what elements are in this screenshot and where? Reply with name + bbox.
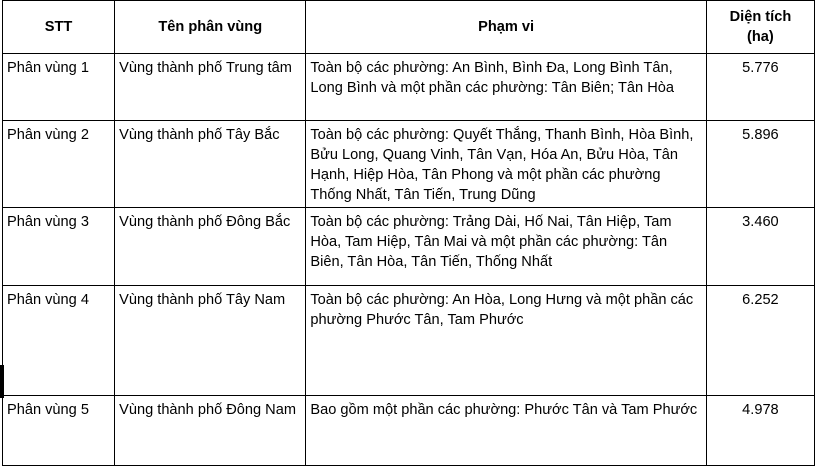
cell-name: Vùng thành phố Trung tâm bbox=[115, 54, 306, 121]
cell-scope: Toàn bộ các phường: An Hòa, Long Hưng và một phần các phường Phước Tân, Tam Phước bbox=[306, 286, 706, 396]
cell-scope: Toàn bộ các phường: Trảng Dài, Hố Nai, Tân Hiệp, Tam Hòa, Tam Hiệp, Tân Mai và một phần các phường: Tân Biên, Tân Hòa, Tân Tiến, Thống Nhất bbox=[306, 208, 706, 286]
header-scope: Phạm vi bbox=[306, 1, 706, 54]
table-row bbox=[3, 286, 815, 396]
header-area-line2: (ha) bbox=[747, 29, 774, 45]
table-header-row bbox=[3, 1, 815, 54]
header-area-line1: Diện tích bbox=[729, 9, 792, 25]
cell-scope: Toàn bộ các phường: An Bình, Bình Đa, Long Bình Tân, Long Bình và một phần các phường: Tân Biên; Tân Hòa bbox=[306, 54, 706, 121]
cell-name: Vùng thành phố Đông Bắc bbox=[115, 208, 306, 286]
table-row bbox=[3, 54, 815, 121]
cell-name: Vùng thành phố Tây Nam bbox=[115, 286, 306, 396]
cell-area: 6.252 bbox=[706, 286, 814, 396]
cell-stt: Phân vùng 4 bbox=[3, 286, 115, 396]
header-area bbox=[706, 1, 814, 54]
cell-stt: Phân vùng 3 bbox=[3, 208, 115, 286]
cell-name: Vùng thành phố Tây Bắc bbox=[115, 121, 306, 208]
cell-area: 5.896 bbox=[706, 121, 814, 208]
zoning-table bbox=[2, 0, 815, 466]
table-row bbox=[3, 121, 815, 208]
cell-area: 4.978 bbox=[706, 396, 814, 466]
left-edge-mark bbox=[0, 365, 4, 398]
cell-stt: Phân vùng 5 bbox=[3, 396, 115, 466]
cell-stt: Phân vùng 2 bbox=[3, 121, 115, 208]
cell-stt: Phân vùng 1 bbox=[3, 54, 115, 121]
cell-area: 5.776 bbox=[706, 54, 814, 121]
table-row bbox=[3, 396, 815, 466]
cell-area: 3.460 bbox=[706, 208, 814, 286]
cell-scope: Bao gồm một phần các phường: Phước Tân và Tam Phước bbox=[306, 396, 706, 466]
header-stt: STT bbox=[3, 1, 115, 54]
header-name: Tên phân vùng bbox=[115, 1, 306, 54]
table-row bbox=[3, 208, 815, 286]
cell-name: Vùng thành phố Đông Nam bbox=[115, 396, 306, 466]
cell-scope: Toàn bộ các phường: Quyết Thắng, Thanh Bình, Hòa Bình, Bửu Long, Quang Vinh, Tân Vạn, Hóa An, Bửu Hòa, Tân Hạnh, Hiệp Hòa, Tân Phong và một phần các phường Thống Nhất, Tân Tiến, Trung Dũng bbox=[306, 121, 706, 208]
